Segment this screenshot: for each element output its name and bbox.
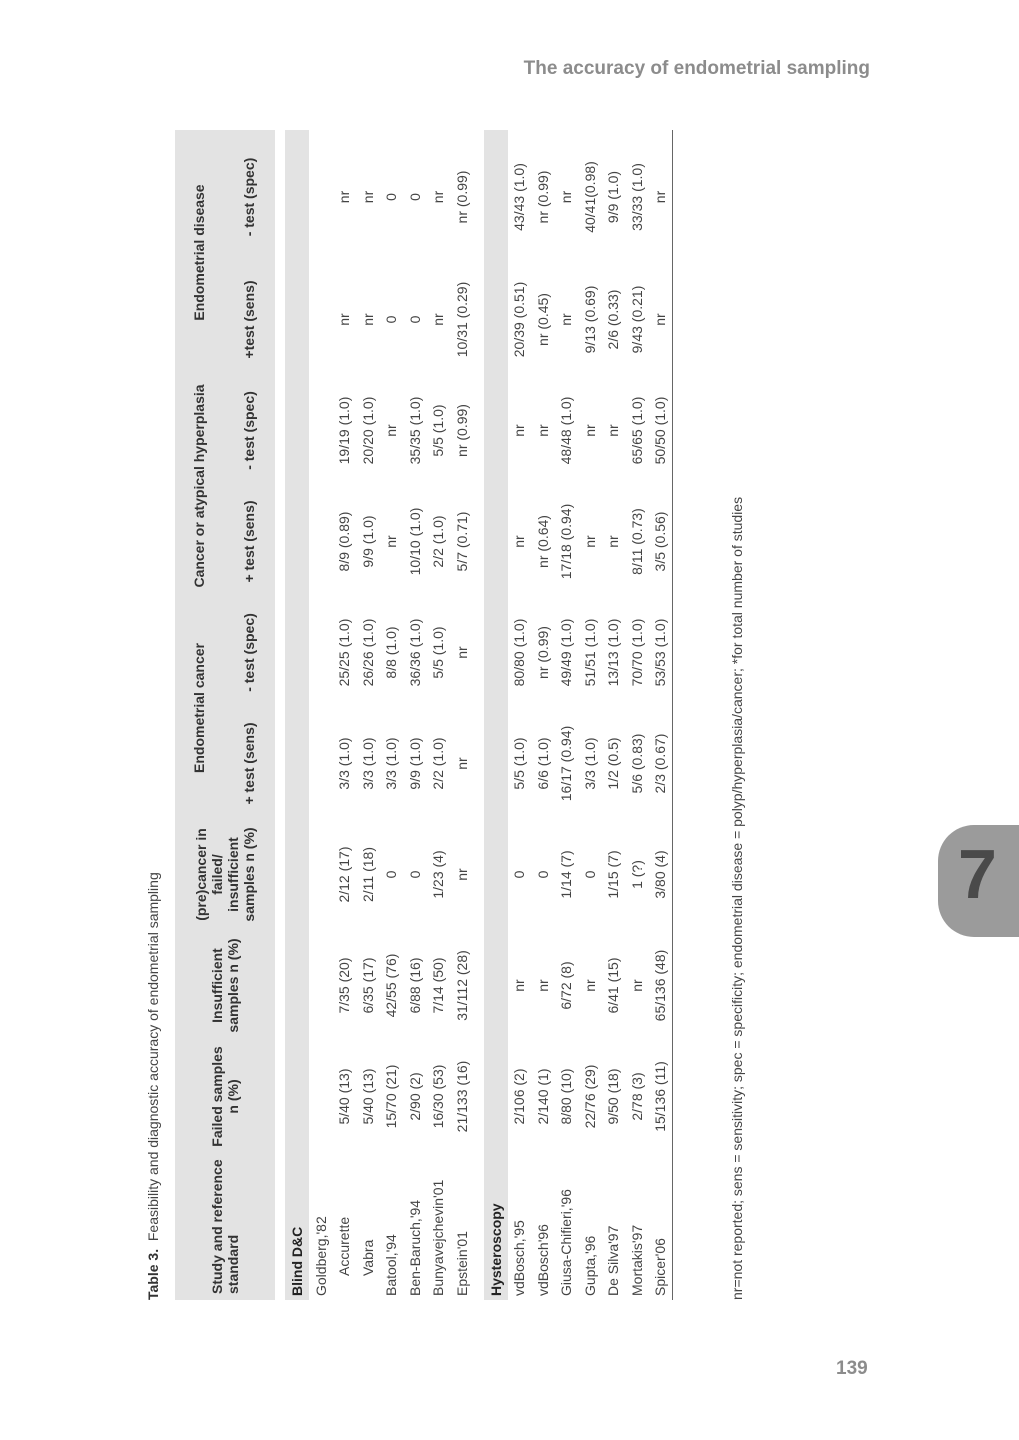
study-name: Bunyavejchevin'01 <box>430 1179 447 1296</box>
table-cell: 0 <box>383 870 400 879</box>
table-body <box>275 130 673 1300</box>
table-cell: 0 <box>406 193 423 201</box>
table-cell: 9/9 (1.0) <box>359 515 376 568</box>
table-cell: 53/53 (1.0) <box>649 597 673 708</box>
table-cell: 0 <box>383 193 400 201</box>
table-cell: 19/19 (1.0) <box>336 396 353 465</box>
table-cell: 15/70 (21) <box>383 1064 400 1129</box>
spacer-row <box>275 130 285 1300</box>
table-cell: 2/106 (2) <box>511 1068 528 1125</box>
table-cell: 5/5 (1.0) <box>511 737 528 790</box>
study-name: Epstein'01 <box>453 1231 470 1296</box>
table-cell: nr <box>359 190 376 204</box>
table-cell <box>309 486 333 597</box>
table-cell: nr <box>628 979 645 992</box>
table-cell: nr <box>430 190 447 204</box>
table-cell: 1/15 (7) <box>605 850 622 899</box>
accuracy-table <box>175 130 673 1300</box>
table-row <box>555 130 579 1300</box>
table-row <box>333 130 357 1300</box>
chapter-number: 7 <box>958 835 997 913</box>
table-cell: 5/40 (13) <box>336 1068 353 1125</box>
table-cell: 1/23 (4) <box>430 850 447 899</box>
table-cell: 0 <box>406 870 423 879</box>
table-cell: 21/133 (16) <box>453 1060 470 1133</box>
table-cell: nr <box>453 757 470 770</box>
table-cell: nr <box>511 535 528 548</box>
table-cell: 2/140 (1) <box>534 1068 551 1125</box>
table-cell: nr <box>359 313 376 326</box>
table-cell: nr <box>383 535 400 548</box>
table-cell: 40/41(0.98) <box>581 161 598 233</box>
table-cell: 1/2 (0.5) <box>605 737 622 790</box>
col-cah-pos: + test (sens) <box>223 486 275 597</box>
study-name: De Silva'97 <box>605 1225 622 1296</box>
table-cell: 20/39 (0.51) <box>511 281 528 358</box>
study-name: Batool,'94 <box>383 1234 400 1296</box>
table-cell: 13/13 (1.0) <box>605 618 622 687</box>
table-cell: 2/3 (0.67) <box>649 708 673 819</box>
table-cell: 2/2 (1.0) <box>430 737 447 790</box>
table-cell: 80/80 (1.0) <box>511 618 528 687</box>
table-row <box>531 130 555 1300</box>
table-cell: 48/48 (1.0) <box>558 396 575 465</box>
table-cell: 25/25 (1.0) <box>336 618 353 687</box>
group-endometrial-disease: Endometrial disease <box>175 130 223 375</box>
table-cell: 49/49 (1.0) <box>558 618 575 687</box>
chapter-tab <box>938 825 1019 937</box>
group-cancer-atypical: Cancer or atypical hyperplasia <box>175 375 223 597</box>
table-cell: 6/6 (1.0) <box>534 737 551 790</box>
table-cell <box>309 375 333 486</box>
table-cell <box>309 597 333 708</box>
table-cell: nr <box>453 646 470 659</box>
table-cell: 5/5 (1.0) <box>430 626 447 679</box>
caption-text: Feasibility and diagnostic accuracy of endometrial sampling <box>145 872 161 1242</box>
page-number: 139 <box>836 1358 868 1379</box>
study-name: Vabra <box>359 1239 376 1276</box>
table-cell: 1 (?) <box>628 860 645 889</box>
table-cell: 9/43 (0.21) <box>628 285 645 354</box>
table-cell: 3/5 (0.56) <box>649 486 673 597</box>
spacer-row <box>474 130 484 1300</box>
table-row <box>356 130 380 1300</box>
table-cell: 5/7 (0.71) <box>453 511 470 572</box>
table-cell: 3/3 (1.0) <box>383 737 400 790</box>
study-name: Gupta,'96 <box>581 1235 598 1296</box>
table-cell: 17/18 (0.94) <box>558 503 575 580</box>
study-name: Giusa-Chifieri,'96 <box>558 1189 575 1296</box>
caption-label: Table 3. <box>145 1248 161 1300</box>
group-endometrial-cancer: Endometrial cancer <box>175 597 223 819</box>
table-cell: 3/3 (1.0) <box>336 737 353 790</box>
table-cell: nr <box>453 868 470 881</box>
table-cell <box>309 930 333 1041</box>
col-precancer: (pre)cancer in failed/ insufficient samples n (%) <box>175 819 275 930</box>
col-ed-pos: +test (sens) <box>223 264 275 375</box>
study-name: Mortakis'97 <box>628 1224 645 1296</box>
table-cell: 26/26 (1.0) <box>359 618 376 687</box>
table-cell: 7/14 (50) <box>430 957 447 1014</box>
table-row <box>427 130 451 1300</box>
section-row <box>285 130 309 1300</box>
table-cell: 10/10 (1.0) <box>406 507 423 576</box>
table-cell: 2/6 (0.33) <box>605 289 622 350</box>
table-cell: 51/51 (1.0) <box>581 618 598 687</box>
table-caption <box>145 872 161 1300</box>
rotated-table-block <box>145 130 745 1300</box>
table-footnote: nr=not reported; sens = sensitivity; spec = specificity; endometrial disease = polyp/hyperplasia/cancer; *for total number of studies <box>729 496 745 1300</box>
table-cell: 35/35 (1.0) <box>406 396 423 465</box>
table-row <box>649 130 673 1300</box>
table-cell: 6/35 (17) <box>359 957 376 1014</box>
table-cell: 0 <box>511 870 528 879</box>
table-cell: 6/72 (8) <box>558 961 575 1010</box>
study-name: vdBosch'96 <box>534 1224 551 1296</box>
table-cell: nr <box>605 424 622 437</box>
table-cell: nr <box>605 535 622 548</box>
table-cell: 5/6 (0.83) <box>628 733 645 794</box>
table-cell: 16/17 (0.94) <box>558 725 575 802</box>
table-row <box>625 130 649 1300</box>
table-cell: nr <box>581 535 598 548</box>
col-insufficient: Insufficient samples n (%) <box>175 930 275 1041</box>
table-cell: 50/50 (1.0) <box>649 375 673 486</box>
table-cell: 20/20 (1.0) <box>359 396 376 465</box>
study-name: Ben-Baruch,'94 <box>406 1199 423 1296</box>
table-cell: nr <box>649 264 673 375</box>
table-cell: nr <box>581 979 598 992</box>
table-cell: 0 <box>534 870 551 879</box>
table-row <box>578 130 602 1300</box>
section-label: Blind D&C <box>285 130 309 1300</box>
table-cell: 3/3 (1.0) <box>581 737 598 790</box>
table-row <box>309 130 333 1300</box>
table-cell: nr <box>534 424 551 437</box>
table-cell: 2/78 (3) <box>628 1072 645 1121</box>
table-cell: 15/136 (11) <box>649 1041 673 1152</box>
table-cell: 0 <box>406 315 423 324</box>
col-failed: Failed samples n (%) <box>175 1041 275 1152</box>
table-cell: 43/43 (1.0) <box>511 163 528 231</box>
running-head: The accuracy of endometrial sampling <box>523 58 870 79</box>
section-row <box>484 130 508 1300</box>
table-row <box>450 130 474 1300</box>
table-cell: 16/30 (53) <box>430 1064 447 1129</box>
table-cell: 9/9 (1.0) <box>605 170 622 224</box>
study-name: Goldberg,'82 <box>312 1216 329 1296</box>
table-cell: nr <box>649 130 673 264</box>
col-cah-neg: - test (spec) <box>223 375 275 486</box>
table-cell: 0 <box>581 870 598 879</box>
col-ec-pos: + test (sens) <box>223 708 275 819</box>
table-cell: 3/80 (4) <box>649 819 673 930</box>
table-cell: 6/88 (16) <box>406 957 423 1014</box>
table-cell: nr (0.99) <box>453 170 470 224</box>
table-cell: nr (0.99) <box>534 626 551 679</box>
section-label: Hysteroscopy <box>484 130 508 1300</box>
table-cell: 8/80 (10) <box>558 1068 575 1125</box>
table-cell: 8/11 (0.73) <box>628 508 645 575</box>
table-cell: 2/12 (17) <box>336 846 353 903</box>
table-cell: 65/136 (48) <box>649 930 673 1041</box>
table-cell: 2/11 (18) <box>359 847 376 902</box>
table-cell: 9/13 (0.69) <box>581 285 598 354</box>
table-cell: 5/40 (13) <box>359 1068 376 1125</box>
table-row <box>602 130 626 1300</box>
table-cell <box>309 819 333 930</box>
table-cell: nr <box>511 424 528 437</box>
table-cell: 1/14 (7) <box>558 850 575 899</box>
table-cell: nr (0.99) <box>534 170 551 224</box>
table-cell: 2/90 (2) <box>406 1072 423 1121</box>
col-study: Study and reference standard <box>175 1152 275 1300</box>
table-cell: nr <box>336 190 353 204</box>
study-name: Accurette <box>336 1216 353 1276</box>
table-cell: 31/112 (28) <box>453 950 470 1021</box>
spacer-cell <box>275 130 285 1300</box>
table-cell: 2/2 (1.0) <box>430 515 447 568</box>
table-cell: 36/36 (1.0) <box>406 618 423 687</box>
table-cell: 5/5 (1.0) <box>430 404 447 457</box>
table-cell: nr <box>558 313 575 326</box>
table-cell: nr <box>558 190 575 204</box>
spacer-cell <box>474 130 484 1300</box>
study-name: vdBosch,'95 <box>511 1220 528 1296</box>
table-cell <box>309 264 333 375</box>
table-cell: nr <box>581 424 598 437</box>
table-cell: 70/70 (1.0) <box>628 618 645 687</box>
table-cell <box>309 130 333 264</box>
table-cell: 42/55 (76) <box>383 953 400 1018</box>
table-cell <box>309 1041 333 1152</box>
table-cell: nr <box>336 313 353 326</box>
col-ed-neg: - test (spec) <box>223 130 275 264</box>
table-cell: 6/41 (15) <box>605 957 622 1014</box>
table-cell: nr (0.64) <box>534 515 551 568</box>
table-cell: nr <box>430 313 447 326</box>
table-row <box>380 130 404 1300</box>
table-cell <box>309 708 333 819</box>
table-cell: 0 <box>383 315 400 324</box>
table-cell: 7/35 (20) <box>336 957 353 1014</box>
table-cell: 65/65 (1.0) <box>628 396 645 465</box>
table-cell: 3/3 (1.0) <box>359 737 376 790</box>
table-row <box>508 130 532 1300</box>
table-cell: nr (0.99) <box>453 404 470 457</box>
table-row <box>403 130 427 1300</box>
table-cell: 8/8 (1.0) <box>383 626 400 679</box>
table-cell: 10/31 (0.29) <box>453 281 470 358</box>
table-cell: 22/76 (29) <box>581 1064 598 1129</box>
table-cell: nr <box>511 979 528 992</box>
table-cell: 9/50 (18) <box>605 1068 622 1125</box>
table-cell: 33/33 (1.0) <box>628 163 645 231</box>
study-name: Spicer'06 <box>649 1152 673 1300</box>
table-cell: 9/9 (1.0) <box>406 737 423 790</box>
col-ec-neg: - test (spec) <box>223 597 275 708</box>
table-cell: nr (0.45) <box>534 293 551 346</box>
table-cell: nr <box>383 424 400 437</box>
table-cell: nr <box>534 979 551 992</box>
table-cell: 8/9 (0.89) <box>336 511 353 572</box>
